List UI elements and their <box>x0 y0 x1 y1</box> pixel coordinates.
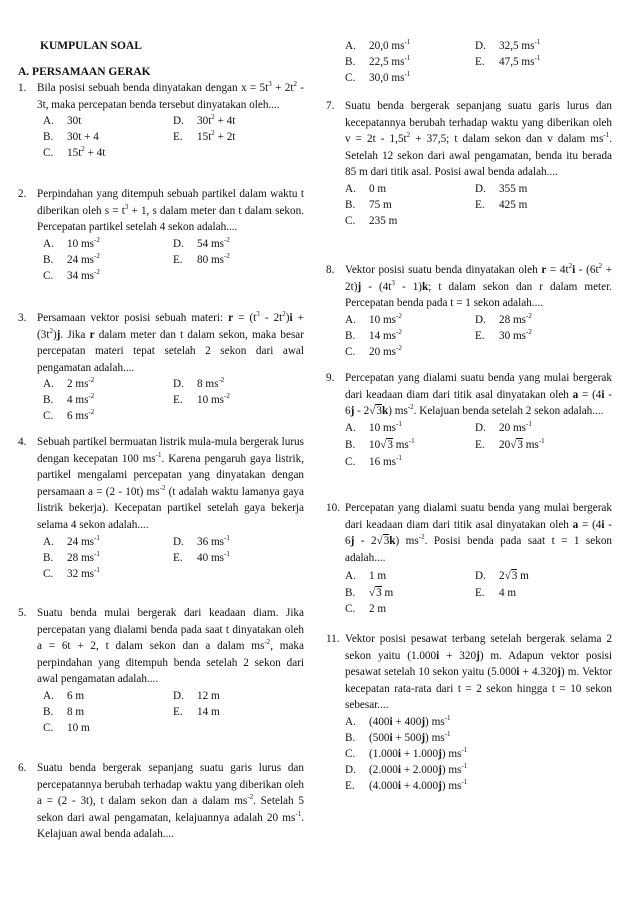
option-b[interactable]: B. 10√3 $ms^{-1}$ <box>345 436 415 451</box>
question-7 <box>326 98 612 231</box>
question-9 <box>326 370 612 470</box>
question-number: 8. <box>326 264 335 276</box>
option-b[interactable]: B. (500i + 500j) $ms^{-1}$ <box>345 729 451 744</box>
question-number: 6. <box>18 762 27 774</box>
option-d[interactable]: D. 2√3 m <box>475 570 529 583</box>
option-e[interactable]: E. 80 $ms^{-2}$ <box>173 251 230 266</box>
question-number: 3. <box>18 312 27 324</box>
sqrt-symbol: √ <box>369 405 376 418</box>
question-8 <box>326 262 612 362</box>
option-d[interactable]: D. 54 $ms^{-2}$ <box>173 235 230 250</box>
question-3 <box>18 310 304 426</box>
option-a[interactable]: A. 0 m <box>345 182 387 195</box>
option-e[interactable]: E. 425 m <box>475 198 528 211</box>
question-4 <box>18 434 304 584</box>
option-d[interactable]: D. 12 m <box>173 689 220 702</box>
option-d[interactable]: D. (2.000i + 2.000j) $ms^{-1}$ <box>345 761 468 776</box>
question-10 <box>326 500 612 616</box>
option-b[interactable]: B. 14 $ms^{-2}$ <box>345 327 402 342</box>
question-11 <box>326 631 612 798</box>
option-c[interactable]: C. 32 $ms^{-1}$ <box>43 565 100 580</box>
option-b[interactable]: B. 22,5 $ms^{-1}$ <box>345 54 411 68</box>
option-d[interactable]: D. 355 m <box>475 182 528 195</box>
option-a[interactable]: A. (400i + 400j) $ms^{-1}$ <box>345 713 451 728</box>
option-e[interactable]: E. 47,5 $ms^{-1}$ <box>475 54 541 68</box>
option-c[interactable]: C. $15t^2 + 4t$ <box>43 145 106 160</box>
options <box>345 312 612 362</box>
option-b[interactable]: B. 8 m <box>43 705 85 718</box>
option-c[interactable]: C. 16 $ms^{-1}$ <box>345 453 402 468</box>
option-e[interactable]: E. 30 $ms^{-2}$ <box>475 327 532 342</box>
option-b[interactable]: B. √3 m <box>345 587 394 600</box>
option-e[interactable]: E. 10 $ms^{-2}$ <box>173 392 230 407</box>
option-a[interactable]: A. 24 $ms^{-1}$ <box>43 533 100 548</box>
option-a[interactable]: A. 10 $ms^{-2}$ <box>345 311 402 326</box>
option-c[interactable]: C. (1.000i + 1.000j) $ms^{-1}$ <box>345 745 468 760</box>
options <box>345 566 612 616</box>
option-e[interactable]: E. (4.000i + 4.000j) $ms^{-1}$ <box>345 777 468 792</box>
option-d[interactable]: D. 36 $ms^{-1}$ <box>173 533 230 548</box>
sqrt-symbol: √ <box>510 438 517 451</box>
option-a[interactable]: A. 1 m <box>345 570 387 583</box>
option-c[interactable]: C. 20 $ms^{-2}$ <box>345 343 402 358</box>
question-text: Percepatan yang dialami suatu benda yang mulai bergerak dari keadaan diam dari titik asal dinyatakan oleh a = (4i - 6j - 2√3k) $ms^{-2}$. Kelajuan benda setelah 2 sekon adalah.... <box>345 372 613 418</box>
question-text: Suatu benda mulai bergerak dari keadaan diam. Jika percepatan yang dialami benda pada saat t dinyatakan oleh a = 6t + 2, t dalam sekon dan a dalam $ms^{-2}$, maka perpindahan yang ditempuh benda setelah 2 sekon dari awal pengamatan adalah.... <box>37 607 304 686</box>
option-a[interactable]: A. 6 m <box>43 689 85 702</box>
option-b[interactable]: B. 75 m <box>345 198 392 211</box>
option-a[interactable]: A. 2 $ms^{-2}$ <box>43 376 95 391</box>
sqrt-symbol: √ <box>504 570 511 583</box>
option-b[interactable]: B. 24 $ms^{-2}$ <box>43 251 100 266</box>
options <box>345 714 612 798</box>
question-number: 2. <box>18 188 27 200</box>
question-text: Suatu benda bergerak sepanjang suatu garis lurus dan kecepatannya berubah terhadap waktu yang diberikan oleh $v = 2t - 1,5t^2 + 37,5$; t dalam sekon dan v dalam $ms^{-1}$. Setelah 12 sekon dari awal pengamatan, benda itu berada 85 m dari titik asal. Posisi awal benda adalah.... <box>345 100 612 179</box>
question-number: 11. <box>326 633 340 645</box>
options <box>37 376 304 426</box>
question-number: 10. <box>326 502 340 514</box>
option-d[interactable]: D. $30t^2 + 4t$ <box>173 113 236 128</box>
option-a[interactable]: A. 10 $ms^{-2}$ <box>43 235 100 250</box>
option-d[interactable]: D. 8 $ms^{-2}$ <box>173 376 225 391</box>
options <box>345 420 612 470</box>
option-e[interactable]: E. 40 $ms^{-1}$ <box>173 549 230 564</box>
question-text: Suatu benda bergerak sepanjang suatu garis lurus dan percepatannya berubah terhadap waktu yang diberikan oleh a = (2 - 3t), t dalam sekon dan a dalam $ms^{-2}$. Setelah 5 sekon dari awal pengamatan, kelajuannya adalah 20 $ms^{-1}$. Kelajuan awal benda adalah.... <box>37 762 304 841</box>
sqrt-symbol: √ <box>369 587 376 600</box>
option-a[interactable]: A. 20,0 $ms^{-1}$ <box>345 38 411 52</box>
option-e[interactable]: E. 14 m <box>173 705 220 718</box>
option-c[interactable]: C. 30,0 $ms^{-1}$ <box>345 70 411 84</box>
option-a[interactable]: A. 30t <box>43 115 82 128</box>
question-6 <box>18 760 304 843</box>
option-b[interactable]: B. 30t + 4 <box>43 131 99 144</box>
question-text: Perpindahan yang ditempuh sebuah partikel dalam waktu t diberikan oleh $s = t^3 + 1$, s dalam meter dan t dalam sekon. Percepatan partikel setelah 4 sekon adalah.... <box>37 188 304 234</box>
question-number: 1. <box>18 82 27 94</box>
options <box>37 113 304 163</box>
option-c[interactable]: C. 2 m <box>345 603 387 616</box>
question-number: 4. <box>18 436 27 448</box>
options <box>37 688 304 738</box>
question-text: Sebuah partikel bermuatan listrik mula-mula bergerak lurus dengan kecepatan 100 $ms^{-1}$. Karena pengaruh gaya listrik, partikel mengalami percepatan yang dinyatakan dengan persamaan a = (2 - 10t) $ms^{-2}$ (t adalah waktu lamanya gaya listrik bekerja). Kecepatan partikel setelah gaya bekerja selama 4 sekon adalah.... <box>37 436 304 531</box>
options <box>345 38 612 88</box>
option-b[interactable]: B. 4 $ms^{-2}$ <box>43 392 95 407</box>
sqrt-symbol: √ <box>376 535 383 548</box>
question-text: Persamaan vektor posisi sebuah materi: $r = (t^3 - 2t^2)i + (3t^2)j$. Jika r dalam meter dan t dalam sekon, maka besar percepatan materi tepat setelah 2 sekon dari awal pengamatan adalah.... <box>37 310 304 374</box>
question-text: Vektor posisi pesawat terbang setelah bergerak selama 2 sekon yaitu (1.000i + 320j) m. Adapun vektor posisi pesawat setelah 10 sekon yaitu (5.000i + 4.320j) m. Vektor kecepatan rata-rata dari t = 2 sekon hingga t = 10 sekon sebesar.... <box>345 633 613 712</box>
option-e[interactable]: E. 20√3 $ms^{-1}$ <box>475 436 545 451</box>
option-d[interactable]: D. 20 $ms^{-1}$ <box>475 419 532 434</box>
option-d[interactable]: D. 28 $ms^{-2}$ <box>475 311 532 326</box>
question-number: 7. <box>326 100 335 112</box>
section-heading: A. PERSAMAAN GERAK <box>18 66 151 78</box>
options <box>37 534 304 584</box>
question-number: 5. <box>18 607 27 619</box>
question-text: Bila posisi sebuah benda dinyatakan dengan $x = 5t^3 + 2t^2 - 3t$, maka percepatan benda tersebut dinyatakan oleh.... <box>37 80 305 111</box>
question-5 <box>18 605 304 738</box>
sqrt-symbol: √ <box>380 438 387 451</box>
option-a[interactable]: A. 10 $ms^{-1}$ <box>345 419 402 434</box>
option-c[interactable]: C. 235 m <box>345 214 398 227</box>
option-e[interactable]: E. $15t^2 + 2t$ <box>173 129 236 144</box>
question-2 <box>18 186 304 286</box>
option-b[interactable]: B. 28 $ms^{-1}$ <box>43 549 100 564</box>
question-1 <box>18 80 304 163</box>
question-6-options <box>326 38 612 88</box>
option-c[interactable]: C. 34 $ms^{-2}$ <box>43 267 100 282</box>
question-text: Vektor posisi suatu benda dinyatakan oleh $r = 4t^2i - (6t^2 + 2t)j - (4t^3 - 1)k$; t dalam sekon dan r dalam meter. Percepatan benda pada t = 1 sekon adalah.... <box>345 262 613 310</box>
option-c[interactable]: C. 10 m <box>43 721 90 734</box>
option-c[interactable]: C. 6 $ms^{-2}$ <box>43 408 95 423</box>
doc-title: KUMPULAN SOAL <box>40 40 142 52</box>
options <box>345 181 612 231</box>
options <box>37 236 304 286</box>
option-d[interactable]: D. 32,5 $ms^{-1}$ <box>475 38 541 52</box>
option-e[interactable]: E. 4 m <box>475 587 517 600</box>
question-text: Percepatan yang dialami suatu benda yang mulai bergerak dari keadaan diam dari titik asal dinyatakan oleh a = (4i - 6j - 2√3k) $ms^{-2}$. Posisi benda pada saat t = 1 sekon adalah.... <box>345 502 613 564</box>
question-number: 9. <box>326 372 335 384</box>
